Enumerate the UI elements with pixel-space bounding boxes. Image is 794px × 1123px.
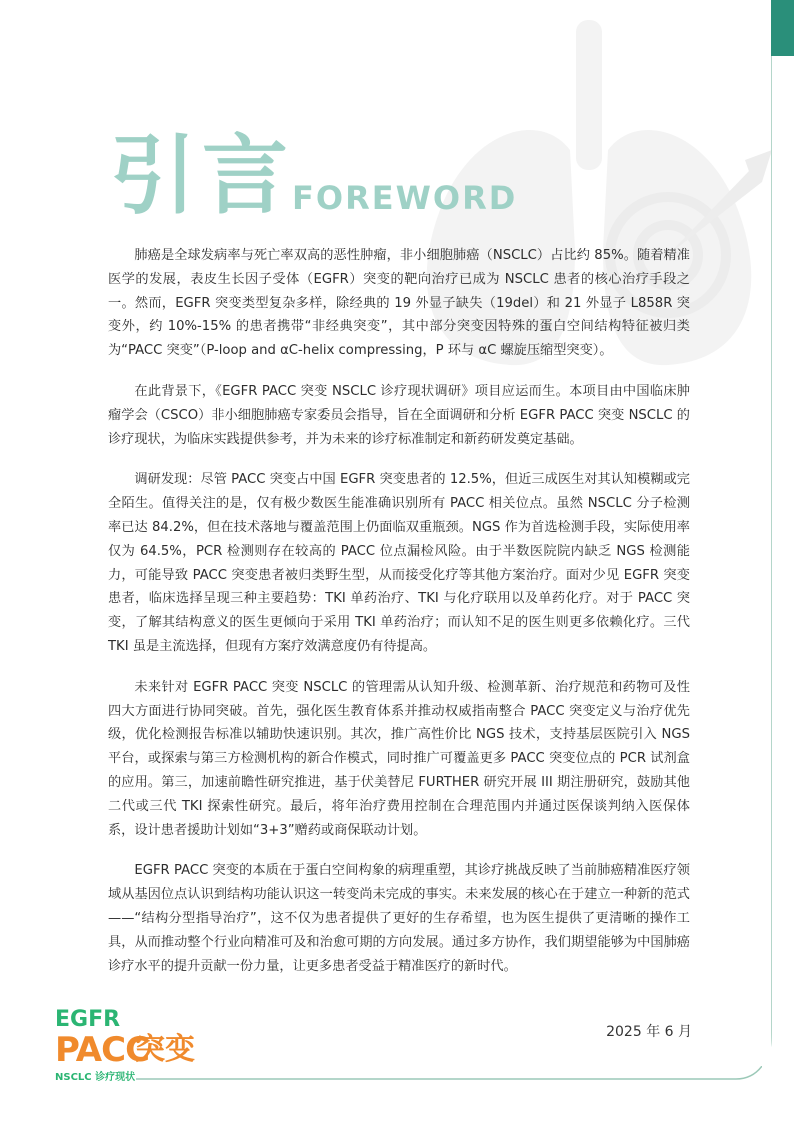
paragraph-3: 调研发现：尽管 PACC 突变占中国 EGFR 突变患者的 12.5%，但近三成医生对其认知模糊或完全陌生。值得关注的是，仅有极少数医生能准确识别所有 PACC 相关位点。虽然 NSCLC 分子检测率已达 84.2%，但在技术落地与覆盖范围上仍面临双重瓶颈。NGS 作为首选检测手段，实际使用率仅为 64.5%，PCR 检测则存在较高的 PACC 位点漏检风险。由于半数医院院内缺乏 NGS 检测能力，可能导致 PACC 突变患者被归类野生型，从而接受化疗等其他方案治疗。面对少见 EGFR 突变患者，临床选择呈现三种主要趋势：TKI 单药治疗、TKI 与化疗联用以及单药化疗。对于 PACC 突变，了解其结构意义的医生更倾向于采用 TKI 单药治疗；而认知不足的医生则更多依赖化疗。三代 TKI 虽是主流选择，但现有方案疗效满意度仍有待提高。: [108, 472, 690, 654]
publication-date: 2025 年 6 月: [606, 1024, 692, 1040]
page-title-english: FOREWORD: [292, 179, 518, 217]
foreword-body: [108, 244, 690, 995]
logo-subtitle: NSCLC 诊疗现状: [55, 1072, 136, 1083]
right-edge-decoration: [771, 0, 794, 1123]
logo-egfr-text: EGFR: [55, 1007, 121, 1032]
paragraph-4: 未来针对 EGFR PACC 突变 NSCLC 的管理需从认知升级、检测革新、治疗规范和药物可及性四大方面进行协同突破。首先，强化医生教育体系并推动权威指南整合 PACC 突变定义与治疗优先级，优化检测报告标准以辅助快速识别。其次，推广高性价比 NGS 技术，支持基层医院引入 NGS 平台，或探索与第三方检测机构的新合作模式，同时推广可覆盖更多 PACC 突变位点的 PCR 试剂盒的应用。第三，加速前瞻性研究推进，基于伏美替尼 FURTHER 研究开展 III 期注册研究，鼓励其他二代或三代 TKI 探索性研究。最后，将年治疗费用控制在合理范围内并通过医保谈判纳入医保体系，设计患者援助计划如“3+3”赠药或商保联动计划。: [108, 679, 690, 838]
logo-pacc-text: PACC: [55, 1030, 150, 1070]
page-title: 引言: [110, 126, 294, 226]
paragraph-1: 肺癌是全球发病率与死亡率双高的恶性肿瘤，非小细胞肺癌（NSCLC）占比约 85%。随着精准医学的发展，表皮生长因子受体（EGFR）突变的靶向治疗已成为 NSCLC 患者的核心治疗手段之一。然而，EGFR 突变类型复杂多样，除经典的 19 外显子缺失（19del）和 21 外显子 L858R 突变外，约 10%-15% 的患者携带“非经典突变”，其中部分突变因特殊的蛋白空间结构特征被归类为“PACC 突变”（P-loop and αC-helix compressing，P 环与 αC 螺旋压缩型突变）。: [108, 248, 690, 359]
paragraph-2: 在此背景下，《EGFR PACC 突变 NSCLC 诊疗现状调研》项目应运而生。本项目由中国临床肿瘤学会（CSCO）非小细胞肺癌专家委员会指导，旨在全面调研和分析 EGFR PACC 突变 NSCLC 的诊疗现状，为临床实践提供参考，并为未来的诊疗标准制定和新药研发奠定基础。: [108, 383, 690, 447]
page-header: [110, 128, 630, 228]
footer-divider: [136, 1066, 762, 1082]
paragraph-5: EGFR PACC 突变的本质在于蛋白空间构象的病理重塑，其诊疗挑战反映了当前肺癌精准医疗领域从基因位点认识到结构功能认识这一转变尚未完成的事实。未来发展的核心在于建立一种新的范式——“结构分型指导治疗”，这不仅为患者提供了更好的生存希望，也为医生提供了更清晰的操作工具，从而推动整个行业向精准可及和治愈可期的方向发展。通过多方协作，我们期望能够为中国肺癌诊疗水平的提升贡献一份力量，让更多患者受益于精准医疗的新时代。: [108, 863, 690, 974]
logo-mutation-text: 突变: [135, 1032, 195, 1067]
